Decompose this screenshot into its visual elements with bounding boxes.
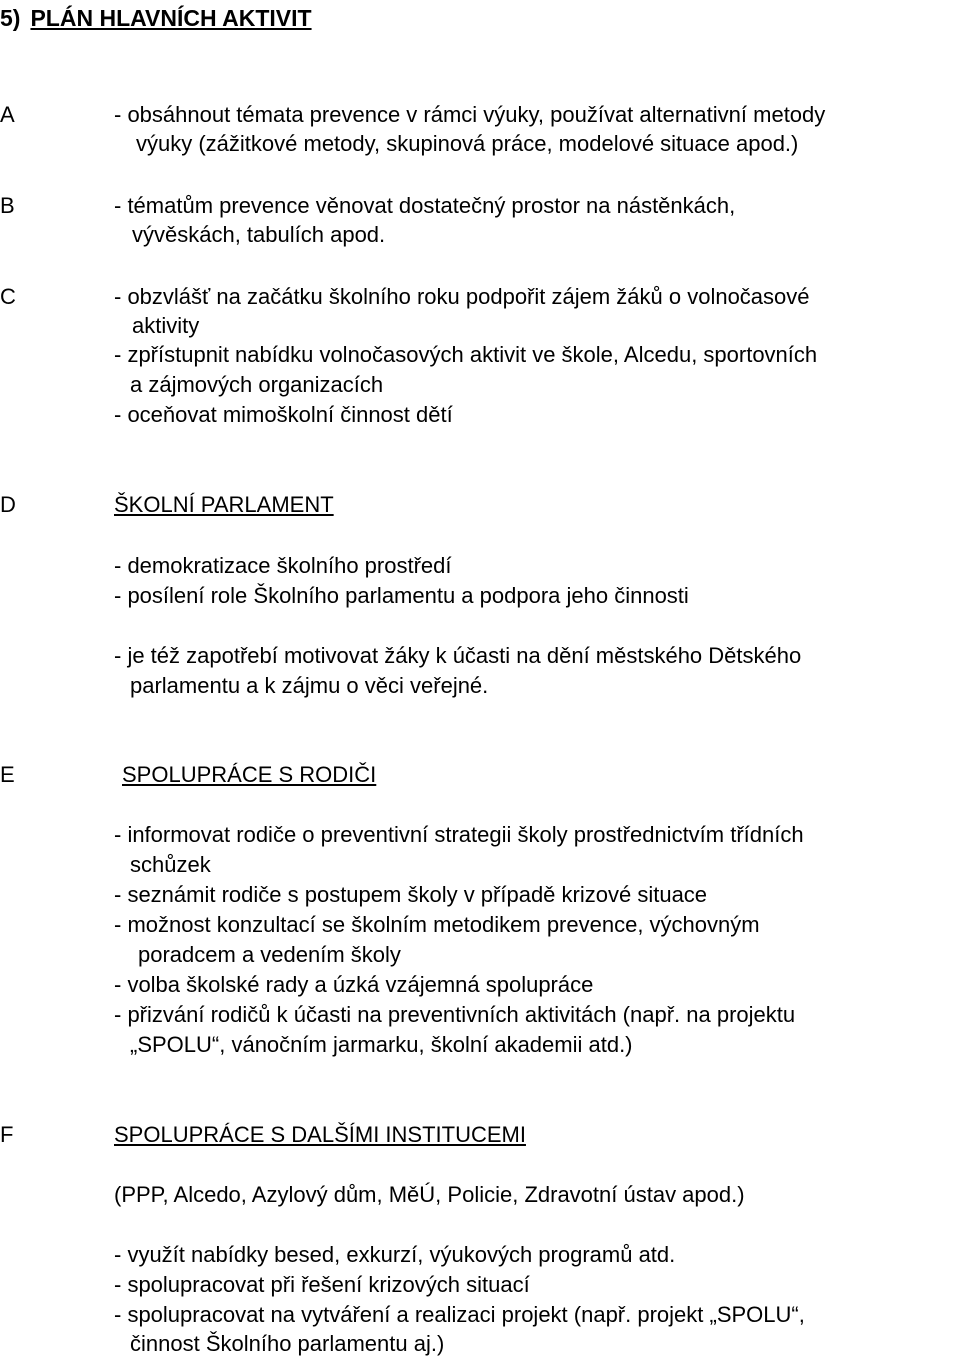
section-e-line-2: schůzek [130, 852, 211, 877]
section-letter-b: B [0, 193, 15, 218]
section-number: 5) [0, 5, 21, 31]
section-e-line-6: - volba školské rady a úzká vzájemná spolupráce [114, 972, 594, 997]
section-e-line-3: - seznámit rodiče s postupem školy v případě krizové situace [114, 882, 708, 907]
section-b-line-2: vývěskách, tabulích apod. [132, 222, 386, 247]
section-c-line-5: - oceňovat mimoškolní činnost dětí [114, 402, 453, 427]
section-e-line-4: - možnost konzultací se školním metodikem prevence, výchovným [114, 912, 760, 937]
section-a-line-1: - obsáhnout témata prevence v rámci výuky, používat alternativní metody [114, 102, 826, 127]
section-letter-e: E [0, 762, 15, 787]
section-letter-a: A [0, 102, 15, 127]
section-f-line-3: - spolupracovat na vytváření a realizaci projekt (např. projekt „SPOLU“, [114, 1302, 805, 1327]
section-d-line-4: parlamentu a k zájmu o věci veřejné. [130, 673, 489, 698]
page-title [0, 5, 312, 31]
section-f-line-4: činnost Školního parlamentu aj.) [130, 1331, 445, 1356]
section-e-line-8: „SPOLU“, vánočním jarmarku, školní akademii atd.) [130, 1032, 633, 1057]
section-letter-f: F [0, 1122, 14, 1147]
section-c-line-1: - obzvlášť na začátku školního roku podpořit zájem žáků o volnočasové [114, 284, 810, 309]
section-e-line-7: - přizvání rodičů k účasti na preventivních aktivitách (např. na projektu [114, 1002, 796, 1027]
section-e-line-5: poradcem a vedením školy [138, 942, 401, 967]
section-b-line-1: - tématům prevence věnovat dostatečný prostor na nástěnkách, [114, 193, 736, 218]
section-e-line-1: - informovat rodiče o preventivní strategii školy prostřednictvím třídních [114, 822, 804, 847]
section-d-line-2: - posílení role Školního parlamentu a podpora jeho činnosti [114, 583, 689, 608]
section-a-line-2: výuky (zážitkové metody, skupinová práce, modelové situace apod.) [136, 131, 799, 156]
section-c-line-4: a zájmových organizacích [130, 372, 384, 397]
section-f-line-1: - využít nabídky besed, exkurzí, výukových programů atd. [114, 1242, 676, 1267]
section-letter-d: D [0, 492, 16, 517]
section-e-heading: SPOLUPRÁCE S RODIČI [122, 762, 377, 787]
section-f-intro: (PPP, Alcedo, Azylový dům, MěÚ, Policie, Zdravotní ústav apod.) [114, 1182, 745, 1207]
section-f-line-2: - spolupracovat při řešení krizových situací [114, 1272, 530, 1297]
section-c-line-2: aktivity [132, 313, 200, 338]
section-d-line-1: - demokratizace školního prostředí [114, 553, 452, 578]
section-c-line-3: - zpřístupnit nabídku volnočasových aktivit ve škole, Alcedu, sportovních [114, 342, 818, 367]
section-f-heading: SPOLUPRÁCE S DALŠÍMI INSTITUCEMI [114, 1122, 526, 1147]
section-d-heading: ŠKOLNÍ PARLAMENT [114, 492, 334, 517]
section-letter-c: C [0, 284, 16, 309]
page-title-text: PLÁN HLAVNÍCH AKTIVIT [30, 5, 312, 31]
section-d-line-3: - je též zapotřebí motivovat žáky k účasti na dění městského Dětského [114, 643, 802, 668]
